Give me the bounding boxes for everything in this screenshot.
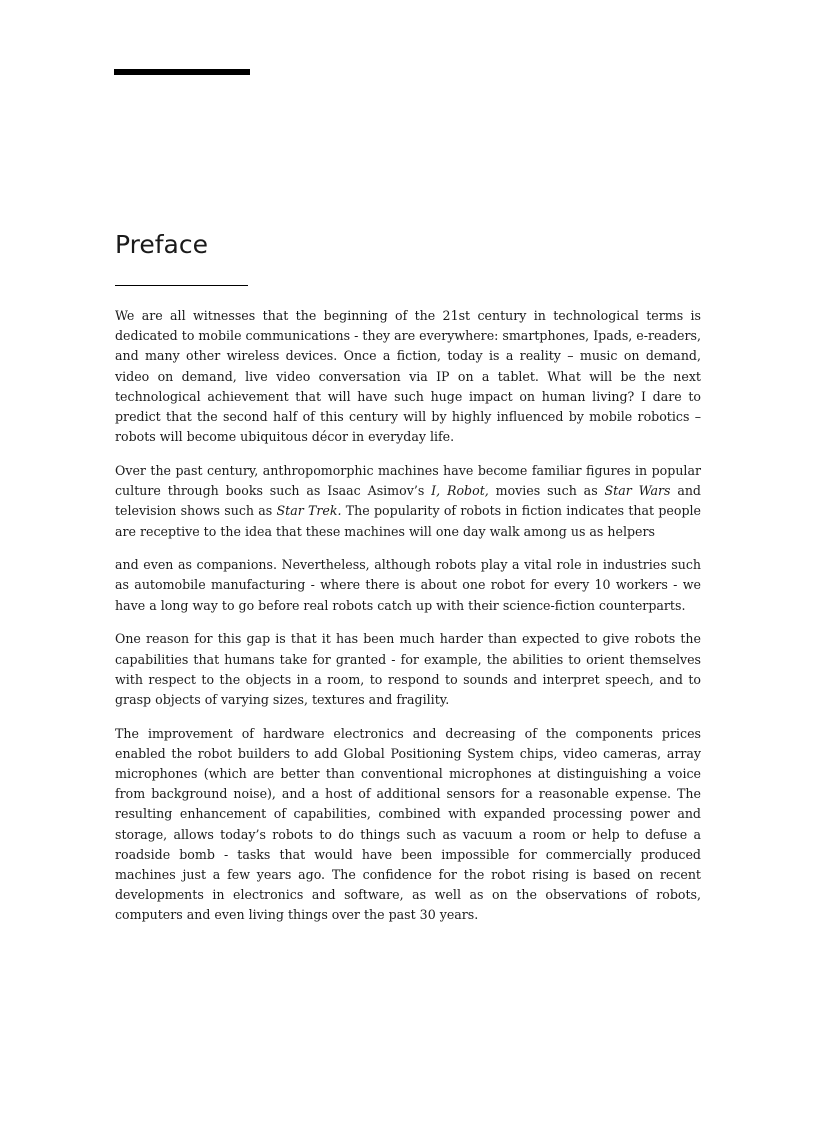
paragraph-2-text: and television shows such as <box>115 483 701 519</box>
paragraph-1: We are all witnesses that the beginning of the 21st century in technological terms is dedicated to mobile communications - they are everywhere: smartphones, Ipads, e-readers, and many other wireless devices. Once a fiction, today is a reality – music on demand, video on demand, live video conversation via IP on a tablet. What will be the next technological achievement that will have such huge impact on human living? I dare to predict that the second half of this century will by highly influenced by mobile robotics – robots will become ubiquitous décor in everyday life. <box>115 308 701 445</box>
book-title: I, Robot, <box>431 483 489 499</box>
paragraph-2-text: movies such as <box>488 483 605 499</box>
paragraph-2-text: Over the past century, anthropomorphic machines have become familiar figures in popular culture through books such as Isaac Asimov’s <box>115 462 701 499</box>
chapter-top-rule <box>114 69 250 75</box>
paragraph-3: and even as companions. Nevertheless, although robots play a vital role in industries such as automobile manufacturing - where there is about one robot for every 10 workers - we have a long way to go before real robots catch up with their science-fiction counterparts. <box>115 557 701 613</box>
movie-title: Star Wars <box>604 483 671 499</box>
title-underline <box>115 285 248 286</box>
paragraph-2 <box>115 461 701 542</box>
preface-body <box>115 306 701 939</box>
paragraph-2-text: The popularity of robots in fiction indicates that people are receptive to the idea that these machines will one day walk among us as helpers <box>115 503 701 539</box>
paragraph-5: The improvement of hardware electronics and decreasing of the components prices enabled the robot builders to add Global Positioning System chips, video cameras, array microphones (which are better than conventional microphones at distinguishing a voice from background noise), and a host of additional sensors for a reasonable expense. The resulting enhancement of capabilities, combined with expanded processing power and storage, allows today’s robots to do things such as vacuum a room or help to defuse a roadside bomb - tasks that would have been impossible for commercially produced machines just a few years ago. The confidence for the robot rising is based on recent developments in electronics and software, as well as on the observations of robots, computers and even living things over the past 30 years. <box>115 725 701 923</box>
page-title: Preface <box>115 230 208 259</box>
paragraph-4: One reason for this gap is that it has been much harder than expected to give robots the capabilities that humans take for granted - for example, the abilities to orient themselves with respect to the objects in a room, to respond to sounds and interpret speech, and to grasp objects of varying sizes, textures and fragility. <box>115 631 701 707</box>
show-title: Star Trek. <box>276 503 342 519</box>
